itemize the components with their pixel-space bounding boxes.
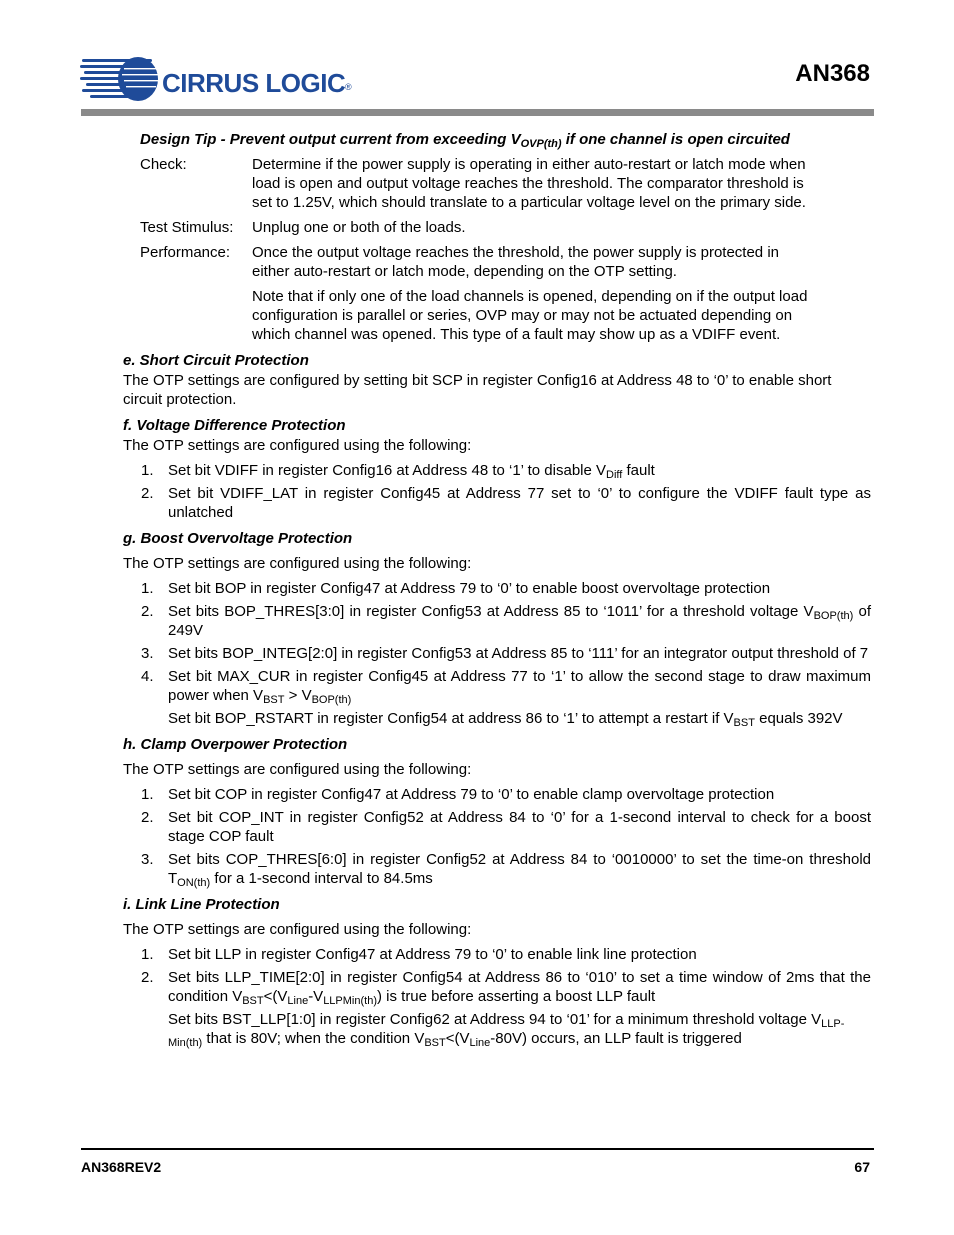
definition-description: Unplug one or both of the loads. <box>252 219 466 236</box>
ordered-list <box>123 945 871 1048</box>
definition-row-performance <box>140 243 871 344</box>
section-title-short-circuit: e. Short Circuit Protection <box>123 352 309 369</box>
document-id: AN368 <box>795 60 870 87</box>
ordered-list <box>123 579 871 728</box>
list-item: 1. Set bit COP in register Config47 at Address 79 to ‘0’ to enable clamp overvoltage protection <box>141 786 775 803</box>
paragraph: The OTP settings are configured using the following: <box>123 921 472 938</box>
list-item-continuation: Set bits BST_LLP[1:0] in register Config62 at Address 94 to ‘01’ for a minimum threshold voltage $V_{LLP-Min(th)}$ that is 80V; when the condition $V_{BST}<(V_{Line}-80V)$ occurs, an LLP fault is triggered <box>168 1011 845 1049</box>
list-item: 2. Set bits LLP_TIME[2:0] in register Config54 at Address 86 to ‘010’ to set a time window of 2ms that the condition $V_{BST}<(V_{Line}-V_{LLPMin(th)})$ is true before asserting a boost LLP fault <box>141 969 871 1007</box>
footer-rule <box>81 1148 874 1150</box>
ordered-list <box>123 461 871 522</box>
list-item: 3. Set bits COP_THRES[6:0] in register Config52 at Address 84 to ‘0010000’ to set the time-on threshold $T_{ON(th)}$ for a 1-second interval to 84.5ms <box>141 851 871 889</box>
paragraph: The OTP settings are configured using the following: <box>123 555 472 572</box>
logo-registered-mark: ® <box>345 82 352 92</box>
section-title-clamp-overpower: h. Clamp Overpower Protection <box>123 736 348 753</box>
paragraph: The OTP settings are configured using the following: <box>123 437 472 454</box>
design-tip-title: Design Tip - Prevent output current from exceeding $V_{OVP(th)}$ if one channel is open circuited <box>140 131 790 150</box>
section-title-link-line: i. Link Line Protection <box>123 896 280 913</box>
header-rule <box>81 109 874 116</box>
list-item: 2. Set bits BOP_THRES[3:0] in register Config53 at Address 85 to ‘1011’ for a threshold voltage $V_{BOP(th)}$ of 249V <box>141 603 871 639</box>
document-revision: AN368REV2 <box>81 1159 162 1175</box>
paragraph: The OTP settings are configured using the following: <box>123 761 472 778</box>
definition-description: Determine if the power supply is operating in either auto-restart or latch mode when load is open and output voltage reaches the threshold. The comparator threshold is set to 1.25V, which should translate to a particular voltage level on the primary side. <box>252 156 806 211</box>
list-item: 4. Set bit MAX_CUR in register Config45 at Address 77 to ‘1’ to allow the second stage to draw maximum power when $V_{BST} > V_{BOP(th)}$ <box>141 668 871 706</box>
definition-term: Test Stimulus: <box>140 219 234 236</box>
list-item-continuation: Set bit BOP_RSTART in register Config54 at address 86 to ‘1’ to attempt a restart if $V_{BST}$ equals 392V <box>168 710 843 729</box>
ordered-list <box>123 785 871 888</box>
section-title-voltage-difference: f. Voltage Difference Protection <box>123 417 346 434</box>
page-number: 67 <box>854 1159 870 1175</box>
list-item: 1. Set bit VDIFF in register Config16 at Address 48 to ‘1’ to disable $V_{Diff}$ fault <box>141 462 655 481</box>
page-content <box>123 130 871 1052</box>
list-item: 1. Set bit BOP in register Config47 at Address 79 to ‘0’ to enable boost overvoltage protection <box>141 580 771 597</box>
paragraph: The OTP settings are configured by setting bit SCP in register Config16 at Address 48 to ‘0’ to enable short circuit protection. <box>123 372 832 408</box>
company-logo <box>80 52 360 107</box>
definition-term: Performance: <box>140 244 231 261</box>
definition-row-check <box>140 155 871 212</box>
section-title-boost-overvoltage: g. Boost Overvoltage Protection <box>123 530 353 547</box>
logo-text: CIRRUS LOGIC <box>162 68 346 98</box>
definition-term: Check: <box>140 156 187 173</box>
definition-description: Once the output voltage reaches the threshold, the power supply is protected in either auto-restart or latch mode, depending on the OTP setting. Note that if only one of the load channels is opened, depending on if the output load configuration is parallel or series, OVP may or may not be actuated depending on which channel was opened. This type of a fault may show up as a VDIFF event. <box>252 244 808 343</box>
list-item: 1. Set bit LLP in register Config47 at Address 79 to ‘0’ to enable link line protection <box>141 946 697 963</box>
list-item: 2. Set bit COP_INT in register Config52 at Address 84 to ‘0’ for a 1-second interval to check for a boost stage COP fault <box>141 809 871 845</box>
definition-row-stimulus <box>140 218 871 237</box>
list-item: 3. Set bits BOP_INTEG[2:0] in register Config53 at Address 85 to ‘111’ for an integrator output threshold of 7 <box>141 645 869 662</box>
list-item: 2. Set bit VDIFF_LAT in register Config45 at Address 77 set to ‘0’ to configure the VDIFF fault type as unlatched <box>141 485 871 521</box>
